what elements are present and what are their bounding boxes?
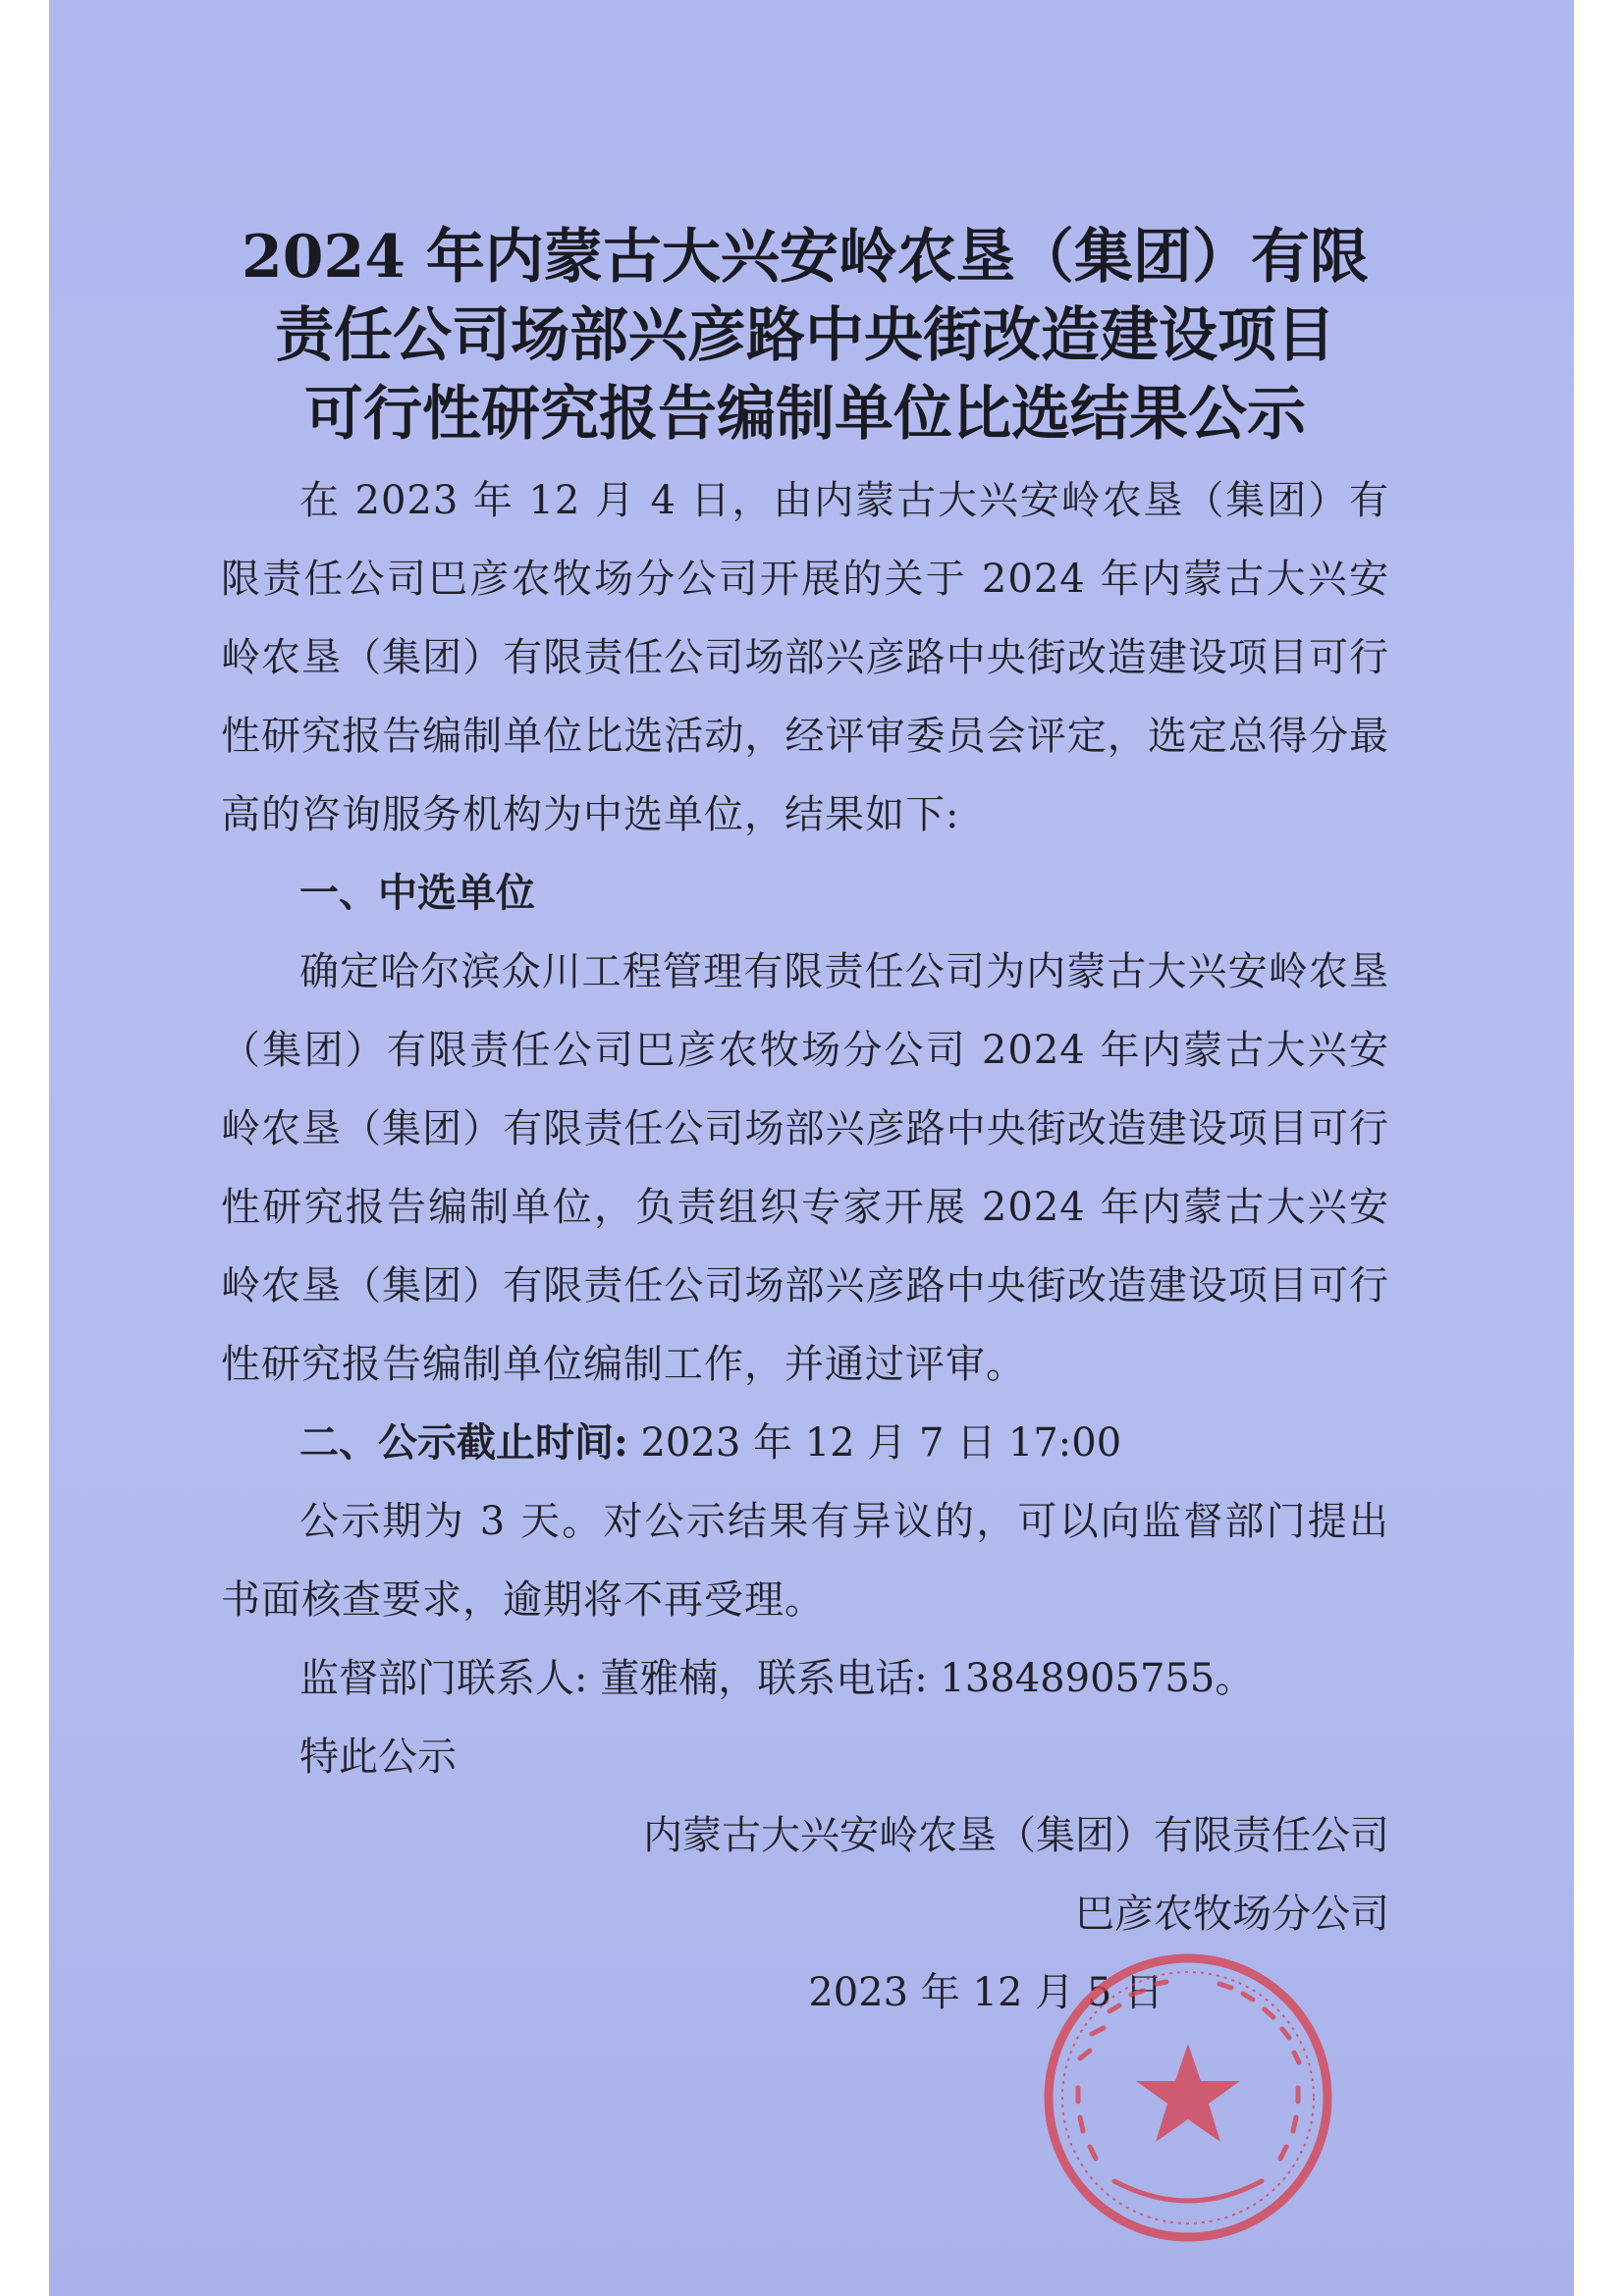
section-2-label: 二、公示截止时间: xyxy=(299,1419,628,1466)
document-body xyxy=(221,218,1389,2032)
section-2-deadline: 2023 年 12 月 7 日 17:00 xyxy=(627,1420,1122,1466)
signature-date: 2023 年 12 月 5 日 xyxy=(808,1970,1163,2015)
closing-line: 特此公示 xyxy=(299,1735,457,1780)
signature-org-line-1: 内蒙古大兴安岭农垦（集团）有限责任公司 xyxy=(643,1813,1389,1858)
signature-org-line-2: 巴彦农牧场分公司 xyxy=(1075,1892,1389,1937)
title-line-3: 可行性研究报告编制单位比选结果公示 xyxy=(304,380,1306,449)
paper-sheet xyxy=(49,0,1574,2296)
title-line-1: 2024 年内蒙古大兴安岭农垦（集团）有限 xyxy=(242,223,1369,292)
section-2-heading xyxy=(221,1404,1389,1482)
intro-paragraph: 在 2023 年 12 月 4 日，由内蒙古大兴安岭农垦（集团）有限责任公司巴彦农牧场分公司开展的关于 2024 年内蒙古大兴安岭农垦（集团）有限责任公司场部兴彦路中央街改造建设项目可行性研究报告编制单位比选活动，经评审委员会评定，选定总得分最高的咨询服务机构为中选单位，结果如下: xyxy=(221,478,1389,837)
contact-line: 监督部门联系人: 董雅楠，联系电话: 13848905755。 xyxy=(299,1656,1255,1701)
section-1-heading: 一、中选单位 xyxy=(299,870,535,916)
title-line-2: 责任公司场部兴彦路中央街改造建设项目 xyxy=(275,301,1335,370)
document-title xyxy=(221,218,1389,454)
section-1-body: 确定哈尔滨众川工程管理有限责任公司为内蒙古大兴安岭农垦（集团）有限责任公司巴彦农牧场分公司 2024 年内蒙古大兴安岭农垦（集团）有限责任公司场部兴彦路中央街改造建设项目可行性研究报告编制单位，负责组织专家开展 2024 年内蒙古大兴安岭农垦（集团）有限责任公司场部兴彦路中央街改造建设项目可行性研究报告编制单位编制工作，并通过评审。 xyxy=(221,949,1389,1387)
section-2-body: 公示期为 3 天。对公示结果有异议的，可以向监督部门提出书面核查要求，逾期将不再受理。 xyxy=(221,1499,1389,1623)
